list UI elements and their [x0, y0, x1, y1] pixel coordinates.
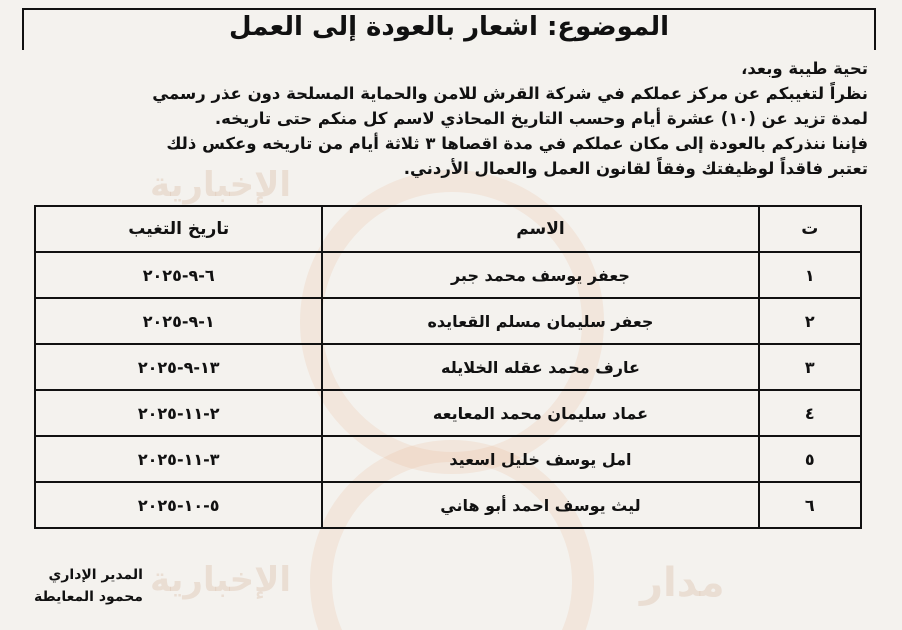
- letter-body: [28, 56, 868, 181]
- greeting: تحية طيبة وبعد،: [741, 59, 868, 78]
- row-index: ٥: [759, 436, 861, 482]
- table-row: [35, 482, 861, 528]
- header-name: الاسم: [322, 206, 758, 252]
- row-index: ١: [759, 252, 861, 298]
- row-name: ليث يوسف احمد أبو هاني: [322, 482, 758, 528]
- signature-role: المدير الإداري: [48, 567, 143, 583]
- row-date: ٣-١١-٢٠٢٥: [35, 436, 322, 482]
- paragraph-line: فإننا ننذركم بالعودة إلى مكان عملكم في مدة اقصاها ٣ ثلاثة أيام من تاريخه وعكس ذلك: [166, 134, 868, 153]
- row-date: ٥-١٠-٢٠٢٥: [35, 482, 322, 528]
- row-date: ٦-٩-٢٠٢٥: [35, 252, 322, 298]
- table-row: [35, 390, 861, 436]
- watermark-text-lower: الإخبارية: [150, 560, 292, 600]
- signature-block: [34, 564, 143, 608]
- row-name: عماد سليمان محمد المعايعه: [322, 390, 758, 436]
- absence-table: [34, 205, 862, 529]
- row-index: ٦: [759, 482, 861, 528]
- row-date: ٢-١١-٢٠٢٥: [35, 390, 322, 436]
- table-row: [35, 344, 861, 390]
- row-date: ١-٩-٢٠٢٥: [35, 298, 322, 344]
- table-row: [35, 436, 861, 482]
- row-index: ٢: [759, 298, 861, 344]
- header-date: تاريخ التغيب: [35, 206, 322, 252]
- table-row: [35, 252, 861, 298]
- table-row: [35, 298, 861, 344]
- paragraph-line: تعتبر فاقداً لوظيفتك وفقاً لقانون العمل والعمال الأردني.: [403, 159, 868, 178]
- paragraph-line: لمدة تزيد عن (١٠) عشرة أيام وحسب التاريخ المحاذي لاسم كل منكم حتى تاريخه.: [214, 109, 868, 128]
- header-index: ت: [759, 206, 861, 252]
- watermark-text-brand: مدار: [640, 560, 725, 606]
- page-title: الموضوع: اشعار بالعودة إلى العمل: [228, 12, 669, 42]
- watermark-text: الإخبارية: [150, 165, 292, 205]
- signature-name: محمود المعايطة: [34, 589, 143, 605]
- row-name: جعفر سليمان مسلم القعايده: [322, 298, 758, 344]
- row-name: جعفر يوسف محمد جبر: [322, 252, 758, 298]
- row-index: ٤: [759, 390, 861, 436]
- row-index: ٣: [759, 344, 861, 390]
- row-date: ١٣-٩-٢٠٢٥: [35, 344, 322, 390]
- paragraph-line: نظراً لتغيبكم عن مركز عملكم في شركة القرش للامن والحماية المسلحة دون عذر رسمي: [152, 84, 868, 103]
- row-name: عارف محمد عقله الخلايله: [322, 344, 758, 390]
- row-name: امل يوسف خليل اسعيد: [322, 436, 758, 482]
- table-header-row: [35, 206, 861, 252]
